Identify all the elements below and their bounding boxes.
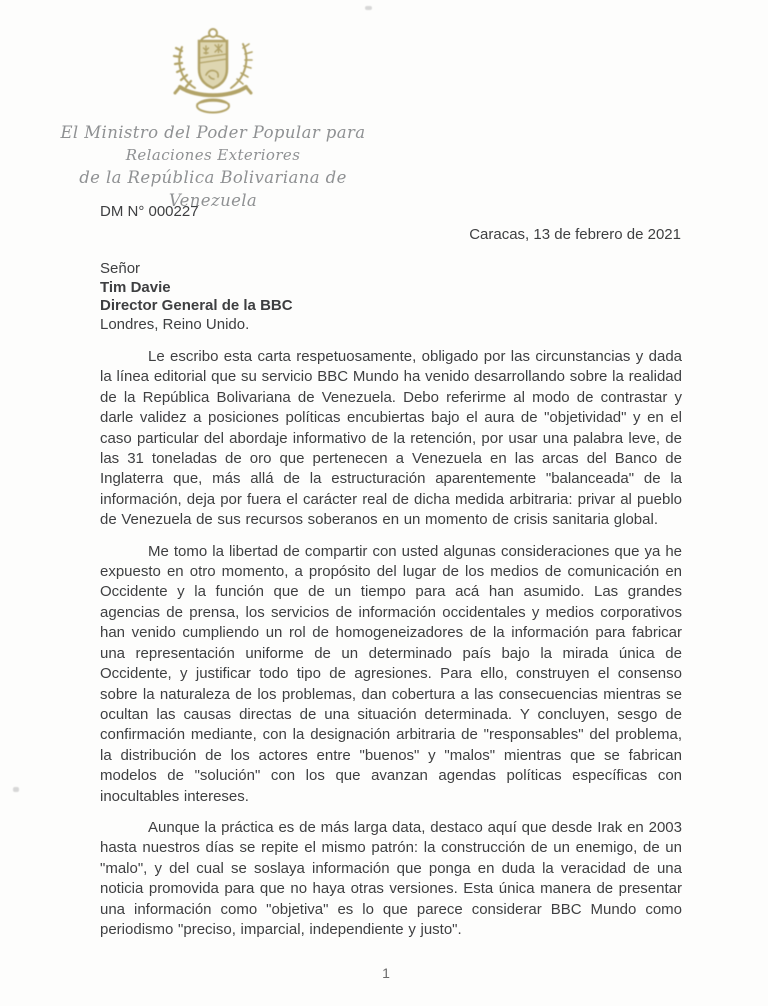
recipient-block: [100, 260, 293, 335]
reference-number: DM N° 000227: [100, 203, 199, 220]
letterhead-line-2: Relaciones Exteriores: [125, 146, 301, 164]
recipient-name: Tim Davie: [100, 278, 171, 296]
body-paragraph-3: Aunque la práctica es de más larga data, destaco aquí que desde Irak en 2003 hasta nuestros días se repite el mismo patrón: la construcción de un enemigo, de un "malo", y del cual se soslaya información que ponga en duda la veracidad de una noticia promovida para que no haya otras versiones. Esta única manera de presentar una información como "objetiva" es lo que parece considerar BBC Mundo como periodismo "preciso, imparcial, independiente y justo".: [100, 818, 682, 938]
recipient-location: Londres, Reino Unido.: [100, 316, 250, 334]
recipient-salutation: Señor: [100, 260, 141, 277]
dateline: Caracas, 13 de febrero de 2021: [469, 226, 681, 243]
letterhead-line-3: de la República Bolivariana de Venezuela: [79, 168, 347, 210]
recipient-title: Director General de la BBC: [100, 297, 293, 315]
scan-artifact: [365, 6, 372, 10]
letterhead-title: [48, 122, 378, 212]
letterhead-line-1: El Ministro del Poder Popular para: [60, 123, 366, 142]
scan-artifact: [13, 787, 19, 792]
letterhead: [48, 24, 378, 212]
page-number: 1: [382, 965, 390, 981]
body-paragraph-1: Le escribo esta carta respetuosamente, obligado por las circunstancias y dada la línea editorial que su servicio BBC Mundo ha venido desarrollando sobre la realidad de la República Bolivariana de Venezuela. Debo referirme al modo de contrastar y darle validez a posiciones políticas encubiertas bajo el aura de "objetividad" y en el caso particular del abordaje informativo de la retención, por usar una palabra leve, de las 31 toneladas de oro que pertenecen a Venezuela en las arcas del Banco de Inglaterra que, más allá de la estructuración aparentemente "balanceada" de la información, deja por fuera el carácter real de dicha medida arbitraria: privar al pueblo de Venezuela de sus recursos soberanos en un momento de crisis sanitaria global.: [100, 348, 682, 529]
letter-body: [100, 347, 682, 951]
venezuela-coat-of-arms-icon: [163, 24, 263, 118]
body-paragraph-2: Me tomo la libertad de compartir con usted algunas consideraciones que ya he expuesto en otro momento, a propósito del lugar de los medios de comunicación en Occidente y la función que de un tiempo para acá han asumido. Las grandes agencias de prensa, los servicios de información occidentales y medios corporativos han venido cumpliendo un rol de homogeneizadores de la información para fabricar una representación uniforme de un determinado país bajo la mirada única de Occidente, y justificar todo tipo de agresiones. Para ello, construyen el consenso sobre la naturaleza de los problemas, dan cobertura a las consecuencias mientras se ocultan las causas directas de una situación determinada. Y concluyen, sesgo de confirmación mediante, con la designación arbitraria de "responsables" del problema, la distribución de los actores entre "buenos" y "malos" mientras que se fabrican modelos de "solución" con los que avanzan agendas políticas específicas con inocultables intereses.: [100, 542, 682, 805]
